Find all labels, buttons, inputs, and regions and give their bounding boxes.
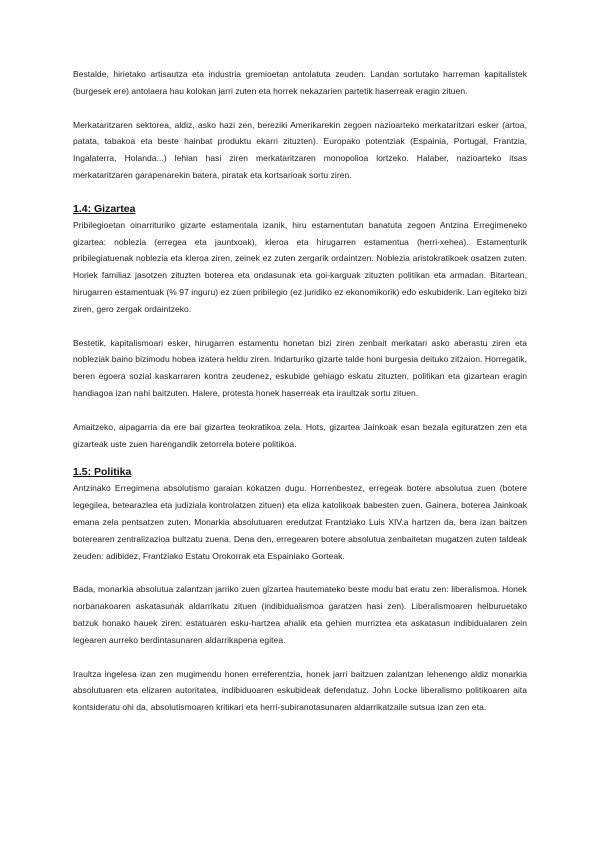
- paragraph-gremioak: Bestalde, hirietako artisautza eta industria gremioetan antolatuta zeuden. Landan sortutako harreman kapitalistek (burgesek ere) antolaera hau kolokan jarri zuten eta horrek nekazarien partetik haserreak eragin zituen.: [73, 69, 527, 96]
- paragraph-teokratikoa: Amaitzeko, aipagarria da ere bai gizartea teokratikoa zela. Hots, gizartea Jainkoak esan bezala egituratzen zen eta gizarteak uste zuen harengandik zetorrela botere politikoa.: [73, 421, 527, 449]
- paragraph-estamentuak: Pribilegioetan oinarrituriko gizarte estamentala izanik, hiru estamentutan banatuta zegoen Antzina Erregimeneko gizartea: noblezia (erregea eta jauntxoak), kleroa eta hirugarren estamentua (herri-xehea). Estamenturik pribilegiatuenak noblezia eta kleroa ziren, zeinek ez zuten zergarik ordaintzen. Noblezia aristokratikoek osatzen zuten. Horiek familiaz jasotzen zituzten boterea eta ondasunak eta goi-karguak zituzten politikan eta armadan. Bitartean, hirugarren estamentuak (% 97 inguru) ez zuen pribilegio (ez juridiko ez ekonomikorik) edo eskubiderik. Lan egiteko bizi ziren, gero zergak ordaintzeko.: [73, 219, 527, 314]
- paragraph-iraultza-ingelesa: Iraultza ingelesa izan zen mugimendu honen erreferentzia, honek jarri baitzuen zalantzan lehenengo aldiz monarkia absolutuaren eta elizaren autoritatea, indibiduoaren eskubideak defendatuz. John Locke liberalismo politikoaren aita kontsideratu ohi da, absolutismoaren kritikari eta herri-subiranotasunaren aldarrikatzaile sutsua izan zen eta.: [73, 668, 527, 713]
- section-heading-politika: 1.5: Politika: [73, 466, 132, 479]
- page-content: [73, 66, 527, 716]
- paragraph-burgesia: Bestetik, kapitalismoari esker, hirugarren estamentu honetan bizi ziren zenbait merkatari asko aberastu ziren eta nobleziak baino bizimodu hobea izatera heldu ziren. Indarturiko gizarte talde honi burgesia deituko zitzaion. Horregatik, beren egoera sozial kaskarraren kontra zeudenez, eskubide gehiago eskatu zituzten, politikan eta gizartean eragin handiagoa izan nahi baitzuten. Halere, protesta honek haserreak eta iraultzak sortu zituen.: [73, 337, 527, 398]
- section-heading-gizartea: 1.4: Gizartea: [73, 202, 136, 215]
- paragraph-absolutismoa: Antzinako Erregimena absolutismo garaian kokatzen dugu. Horrenbestez, erregeak botere absolutua zuen (botere legegilea, betearazlea eta judiziala kontrolatzen zituen) eta eliza katolikoak babesten zuen. Gainera, boterea Jainkoak emana zela pentsatzen zuten. Monarkia absolutuaren eredutzat Frantziako Luis XIV.a hartzen da, bera izan baitzen boterearen zentralizazioa bultzatu zuena. Dena den, erregearen botere absolutua zenbaitetan mugatzen zuten taldeak zeuden: adibidez, Frantziako Estatu Orokorrak eta Espainiako Gorteak.: [73, 483, 527, 561]
- paragraph-liberalismoa: Bada, monarkia absolutua zalantzan jarriko zuen gizartea hautemateko beste modu bat eratu zen: liberalismoa. Honek norbanakoaren askatasunak aldarrikatu zituen (indibidualismoa garatzen hasi zen). Liberalismoaren helburuetako batzuk honako hauek ziren: estatuaren esku-hartzea ahalik eta gehien murriztea eta askatasun indibidualaren zein legearen aurreko berdintasunaren aldarrikapena egitea.: [73, 584, 527, 645]
- paragraph-merkataritza: Merkataritzaren sektorea, aldiz, asko hazi zen, bereziki Amerikarekin zegoen nazioarteko merkataritzari esker (artoa, patata, tabakoa eta beste hainbat produktu ekarri zituzten). Europako potentziak (Espainia, Portugal, Frantzia, Ingalaterra, Holanda...) lehian hasi ziren merkataritzaren monopolioa lortzeko. Halaber, nazioarteko itsas merkataritzaren garapenarekin batera, piratak eta kortsarioak sortu ziren.: [73, 119, 527, 180]
